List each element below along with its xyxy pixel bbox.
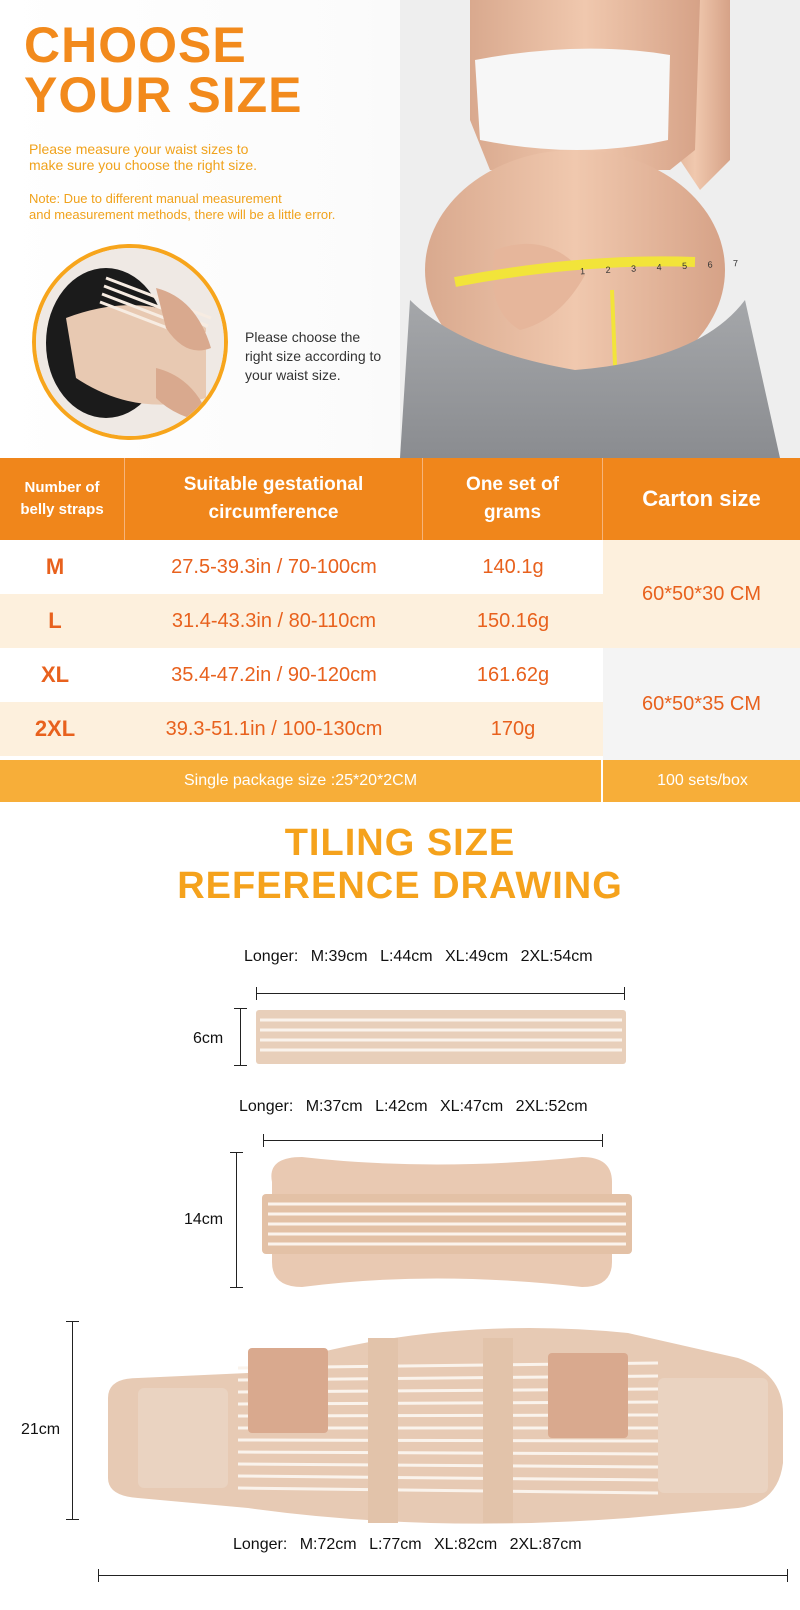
measure-note-line2: make sure you choose the right size. bbox=[29, 157, 258, 173]
hero-title-line1: CHOOSE bbox=[24, 17, 247, 73]
belt1-length-line bbox=[256, 993, 625, 994]
belt3-length-line bbox=[98, 1575, 788, 1576]
grams-cell: 150.16g bbox=[476, 609, 550, 632]
measure-note-line1: Please measure your waist sizes to bbox=[29, 141, 249, 157]
tape-number: 4 bbox=[656, 261, 671, 273]
longer-label: Longer: bbox=[244, 948, 299, 965]
belt2-length-label bbox=[239, 1098, 596, 1116]
header-circumference-line1: Suitable gestational bbox=[183, 474, 364, 495]
drawing-title-line2: REFERENCE DRAWING bbox=[177, 865, 623, 907]
size-cell: L bbox=[48, 608, 62, 633]
box-quantity-note: 100 sets/box bbox=[657, 772, 748, 789]
grams-cell: 170g bbox=[490, 717, 536, 740]
belt-wearing-photo bbox=[32, 244, 228, 440]
circumference-cell: 39.3-51.1in / 100-130cm bbox=[165, 717, 383, 740]
tape-number: 2 bbox=[605, 264, 620, 276]
header-grams-line2: grams bbox=[483, 502, 542, 523]
belt1-length-label bbox=[244, 948, 601, 966]
tape-number: 5 bbox=[681, 260, 697, 272]
grams-cell: 161.62g bbox=[476, 663, 550, 686]
package-size-note: Single package size :25*20*2CM bbox=[0, 760, 603, 802]
header-belly-straps bbox=[0, 458, 125, 540]
tape-number: 1 bbox=[579, 265, 595, 277]
drawing-section-title bbox=[0, 822, 800, 908]
size-choose-hint bbox=[245, 328, 415, 385]
belt1-height-label: 6cm bbox=[193, 1030, 224, 1047]
measure-note bbox=[29, 141, 257, 173]
hero-section bbox=[0, 0, 800, 458]
belt3-height-label: 21cm bbox=[21, 1421, 61, 1438]
tape-number: 3 bbox=[630, 262, 646, 274]
tape-number: 7 bbox=[732, 257, 748, 269]
size-choose-hint-line2: right size according to bbox=[245, 348, 382, 364]
size-cell: M bbox=[45, 554, 65, 579]
size-m-length: M:37cm bbox=[305, 1098, 363, 1115]
model-illustration bbox=[400, 0, 800, 458]
size-m-length: M:72cm bbox=[299, 1536, 357, 1553]
header-belly-straps-line2: belly straps bbox=[20, 501, 104, 518]
size-xl-length: XL:49cm bbox=[445, 948, 509, 965]
size-cell: XL bbox=[40, 662, 70, 687]
belt3-height-line bbox=[72, 1321, 73, 1520]
circumference-cell: 27.5-39.3in / 70-100cm bbox=[171, 555, 377, 578]
carton-size-cell: 60*50*30 CM bbox=[603, 540, 800, 648]
belt3-length-label bbox=[233, 1536, 590, 1554]
hero-title bbox=[24, 17, 303, 123]
circumference-cell: 31.4-43.3in / 80-110cm bbox=[171, 609, 377, 632]
circumference-cell: 35.4-47.2in / 90-120cm bbox=[171, 663, 377, 686]
tape-number: 6 bbox=[707, 258, 722, 270]
size-l-length: L:44cm bbox=[380, 948, 433, 965]
size-2xl-length: 2XL:87cm bbox=[509, 1536, 582, 1553]
size-2xl-length: 2XL:52cm bbox=[515, 1098, 588, 1115]
table-row bbox=[0, 540, 603, 594]
table-footer bbox=[0, 760, 800, 802]
size-choose-hint-line1: Please choose the bbox=[245, 329, 361, 345]
belt2-height-line bbox=[236, 1152, 237, 1288]
table-row bbox=[0, 648, 603, 702]
header-grams-line1: One set of bbox=[466, 474, 559, 495]
header-circumference-line2: circumference bbox=[208, 502, 339, 523]
header-grams bbox=[423, 458, 603, 540]
error-note-line1: Note: Due to different manual measurement bbox=[29, 191, 282, 206]
hero-title-line2: YOUR SIZE bbox=[24, 67, 303, 123]
error-note bbox=[29, 191, 335, 223]
longer-label: Longer: bbox=[233, 1536, 288, 1553]
size-choose-hint-line3: your waist size. bbox=[245, 367, 341, 383]
grams-cell: 140.1g bbox=[482, 555, 544, 578]
size-2xl-length: 2XL:54cm bbox=[520, 948, 593, 965]
size-l-length: L:77cm bbox=[369, 1536, 422, 1553]
belt3-illustration bbox=[98, 1318, 788, 1528]
table-row bbox=[0, 702, 603, 756]
size-xl-length: XL:47cm bbox=[440, 1098, 504, 1115]
drawing-title-line1: TILING SIZE bbox=[284, 822, 516, 864]
size-xl-length: XL:82cm bbox=[434, 1536, 498, 1553]
carton-size-cell: 60*50*35 CM bbox=[603, 648, 800, 760]
header-carton-size: Carton size bbox=[642, 486, 761, 511]
header-belly-straps-line1: Number of bbox=[24, 479, 100, 496]
size-m-length: M:39cm bbox=[310, 948, 368, 965]
belt1-illustration bbox=[256, 1010, 626, 1064]
size-l-length: L:42cm bbox=[375, 1098, 428, 1115]
size-cell: 2XL bbox=[34, 716, 76, 741]
table-row bbox=[0, 594, 603, 648]
table-header bbox=[0, 458, 800, 540]
longer-label: Longer: bbox=[239, 1098, 294, 1115]
belt2-illustration bbox=[262, 1152, 632, 1292]
belt1-height-line bbox=[240, 1008, 241, 1066]
belt2-height-label: 14cm bbox=[184, 1211, 224, 1228]
error-note-line2: and measurement methods, there will be a little error. bbox=[29, 207, 336, 222]
belt2-length-line bbox=[263, 1140, 603, 1141]
header-circumference bbox=[125, 458, 423, 540]
